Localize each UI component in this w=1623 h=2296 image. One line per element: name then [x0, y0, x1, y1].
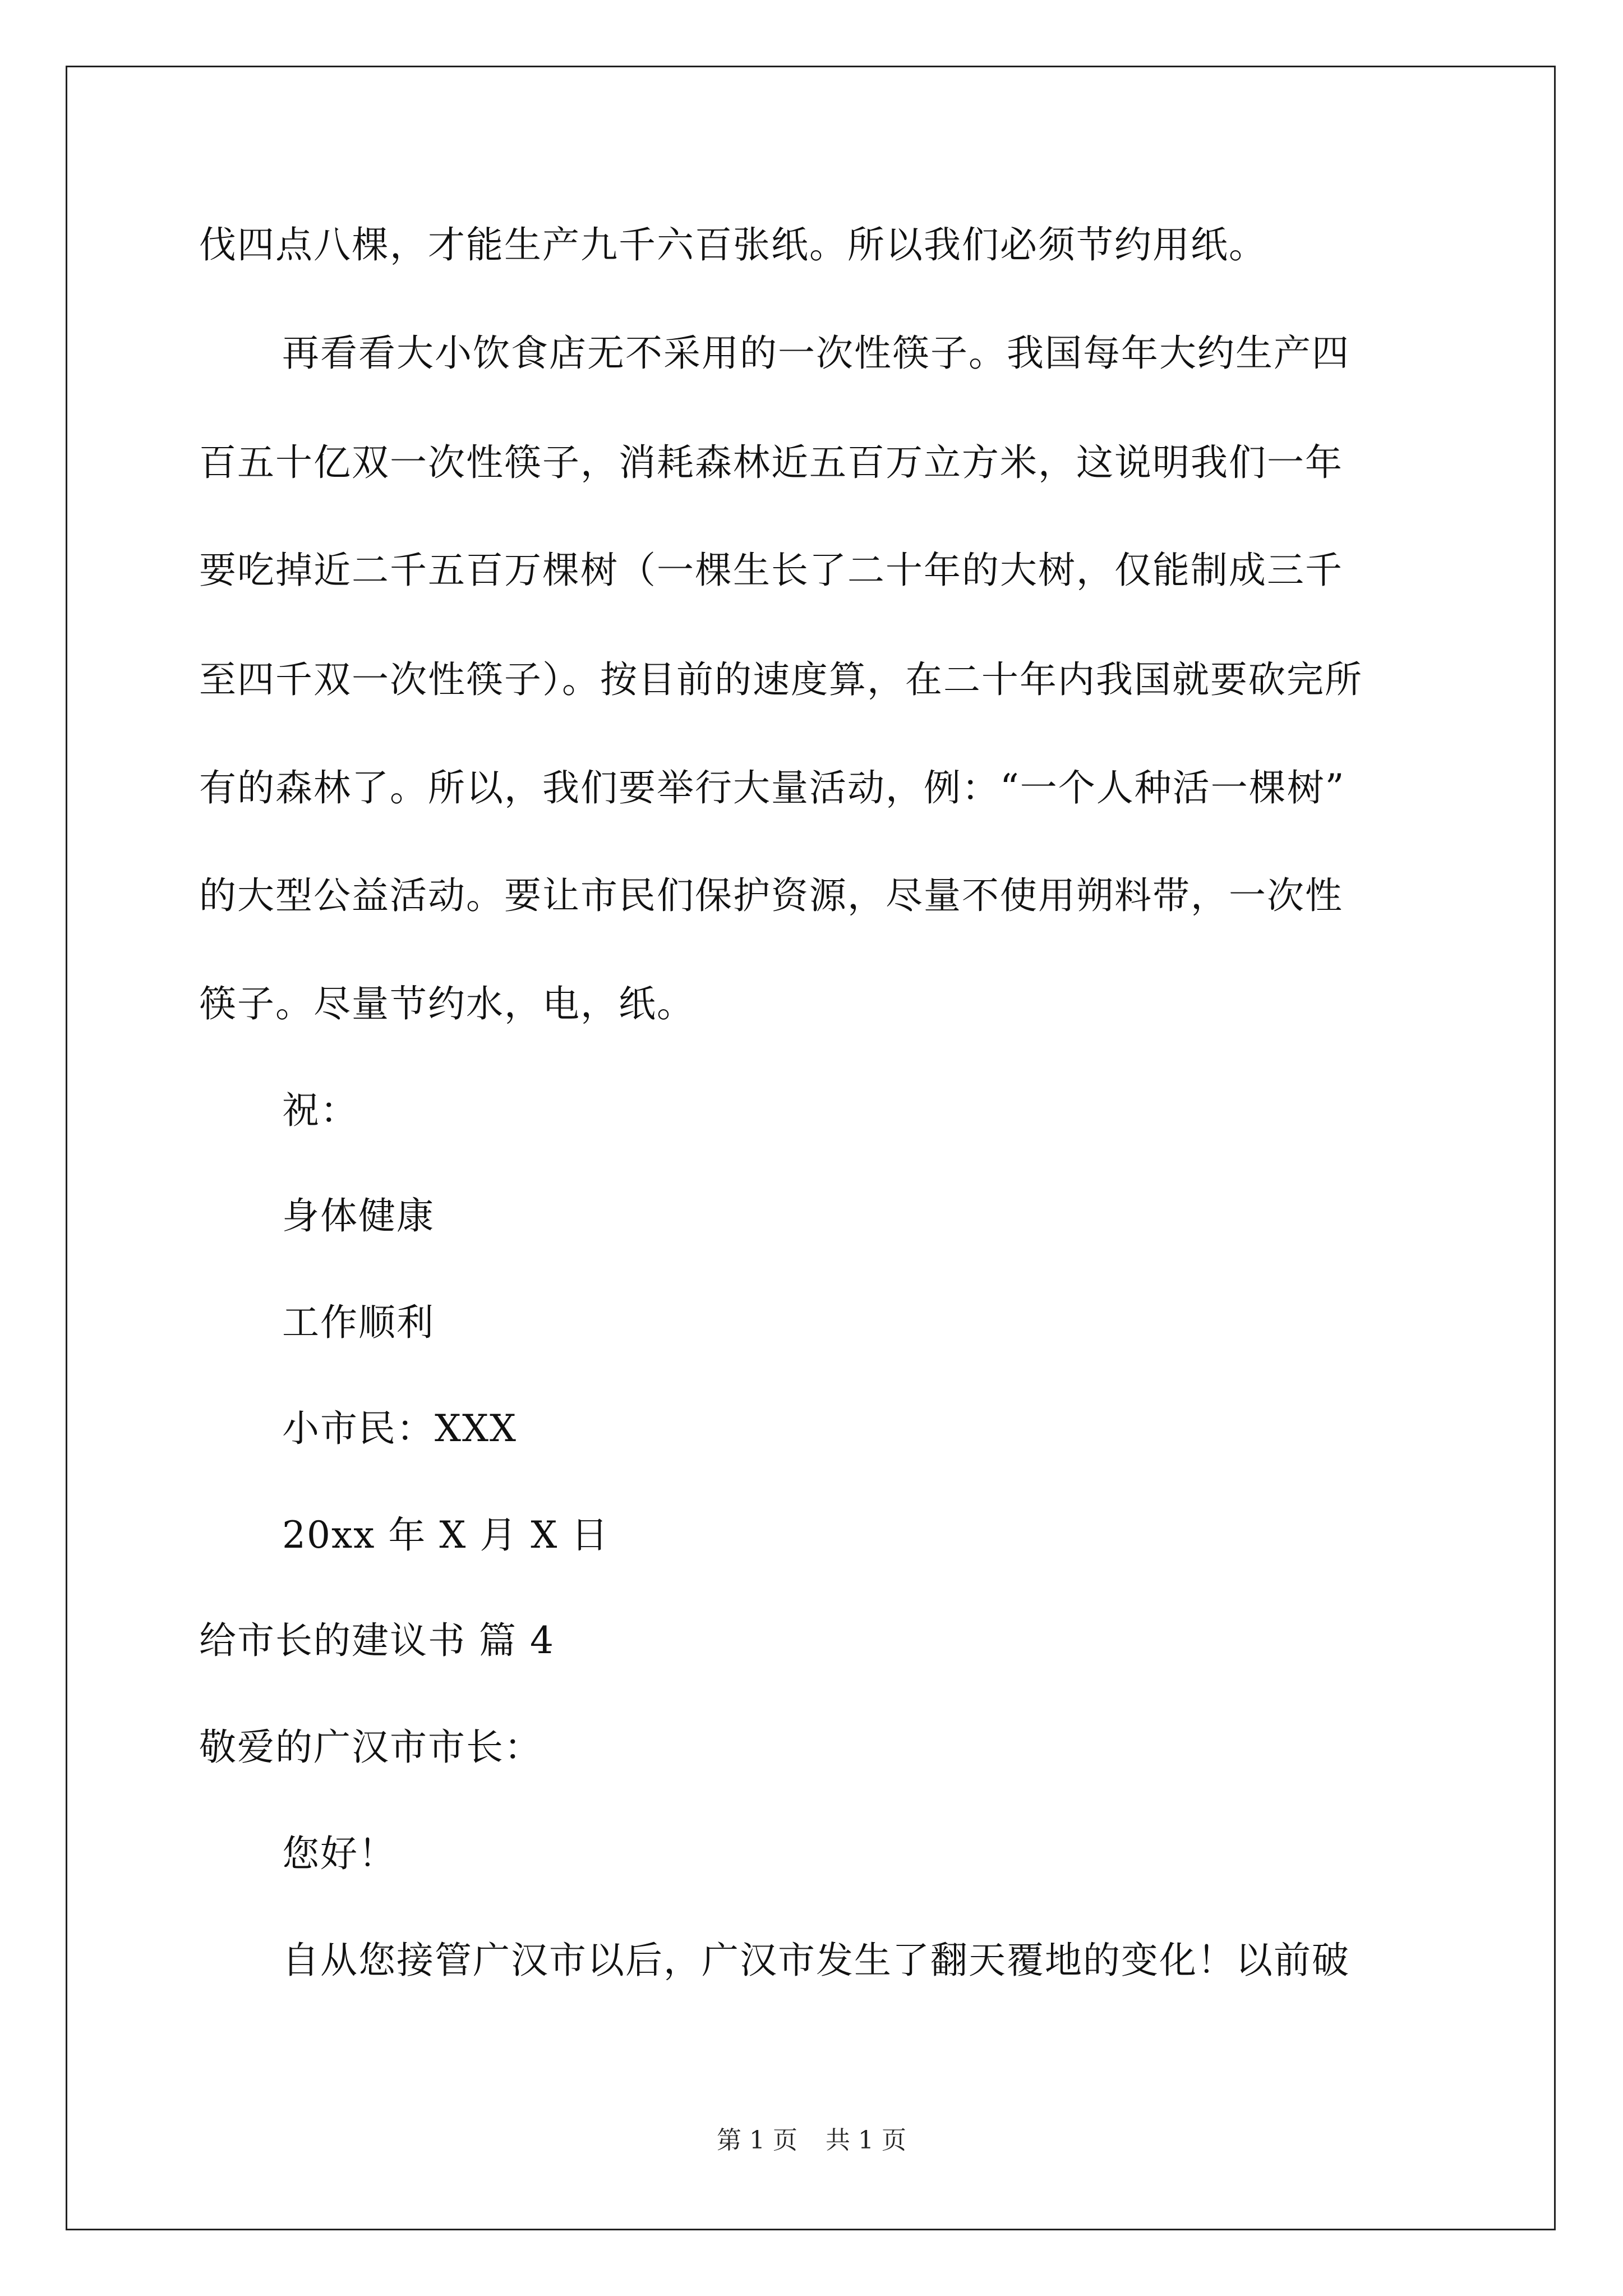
- signature: 小市民：XXX: [282, 1407, 517, 1450]
- closing-wish-line: 工作顺利: [282, 1301, 435, 1344]
- page-border: [66, 66, 1556, 2230]
- letter-date: 20xx 年 X 月 X 日: [282, 1513, 610, 1557]
- paragraph-line: 至四千双一次性筷子）。按目前的速度算，在二十年内我国就要砍完所: [199, 658, 1363, 701]
- paragraph-line: 的大型公益活动。要让市民们保护资源，尽量不使用朔料带，一次性: [199, 874, 1343, 917]
- page-total: 共 1 页: [826, 2126, 906, 2155]
- greeting: 您好！: [282, 1832, 396, 1875]
- paragraph-line: 再看看大小饮食店无不采用的一次性筷子。我国每年大约生产四: [282, 332, 1350, 375]
- paragraph-line: 自从您接管广汉市以后，广汉市发生了翻天覆地的变化！以前破: [282, 1939, 1350, 1982]
- section-title: 给市长的建议书 篇 4: [199, 1619, 555, 1662]
- paragraph-line: 有的森林了。所以，我们要举行大量活动，例：“一个人种活一棵树”: [199, 766, 1345, 809]
- closing-wish: 祝：: [282, 1089, 358, 1132]
- salutation: 敬爱的广汉市市长：: [199, 1726, 542, 1769]
- paragraph-line: 筷子。尽量节约水，电，纸。: [199, 982, 695, 1025]
- paragraph-line: 要吃掉近二千五百万棵树（一棵生长了二十年的大树，仅能制成三千: [199, 549, 1343, 592]
- page-number: 第 1 页: [717, 2126, 797, 2155]
- paragraph-line: 伐四点八棵，才能生产九千六百张纸。所以我们必须节约用纸。: [199, 223, 1267, 266]
- closing-wish-line: 身体健康: [282, 1194, 435, 1237]
- page-footer: [0, 2125, 1623, 2156]
- paragraph-line: 百五十亿双一次性筷子，消耗森林近五百万立方米，这说明我们一年: [199, 441, 1343, 484]
